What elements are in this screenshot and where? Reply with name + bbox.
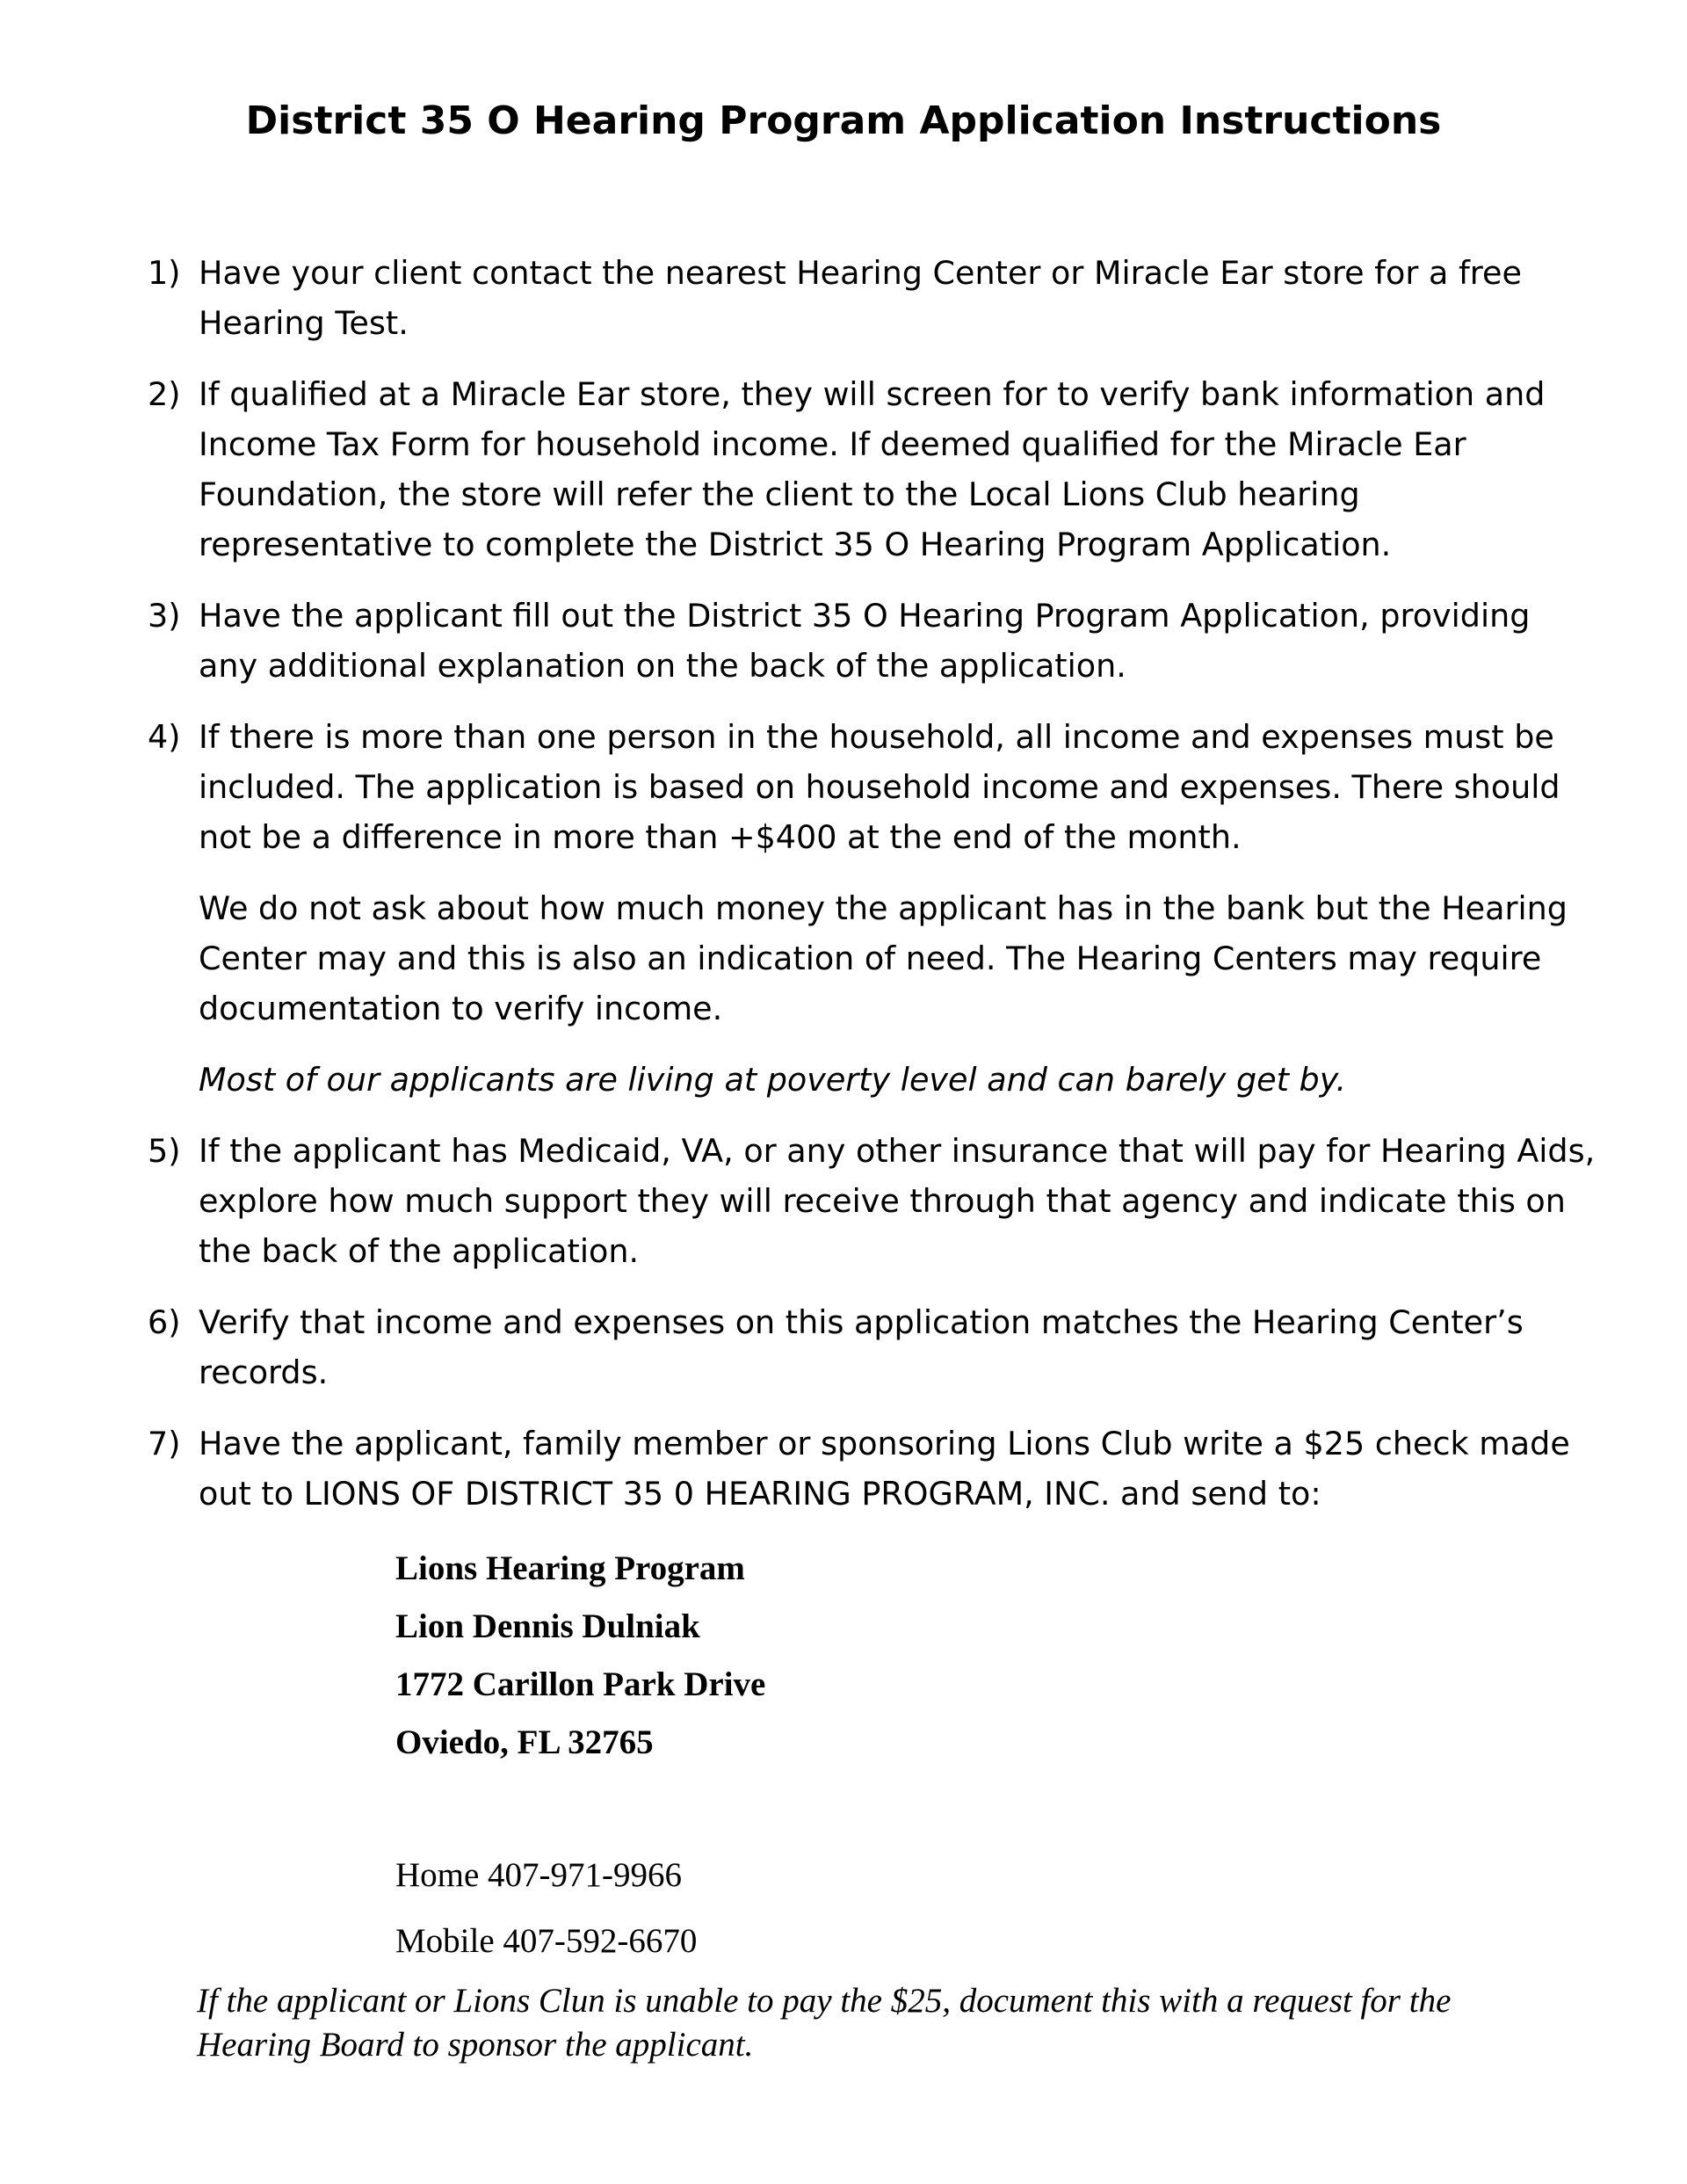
list-item-2 — [148, 369, 1597, 570]
list-item-3 — [148, 591, 1597, 691]
item-number: 3) — [148, 597, 181, 635]
address-line-2: Lion Dennis Dulniak — [395, 1607, 700, 1645]
item-number: 1) — [148, 254, 181, 292]
item-text: Verify that income and expenses on this application matches the Hearing Center’s records. — [199, 1303, 1524, 1391]
list-item-7 — [148, 1419, 1597, 1519]
address-line-1: Lions Hearing Program — [395, 1549, 745, 1587]
item-number: 6) — [148, 1303, 181, 1341]
item-number: 7) — [148, 1425, 181, 1462]
list-item-5 — [148, 1126, 1597, 1276]
address-line-4: Oviedo, FL 32765 — [395, 1723, 654, 1761]
item-number: 5) — [148, 1132, 181, 1170]
mailing-address — [395, 1540, 765, 1772]
list-item-1 — [148, 248, 1597, 348]
home-phone: Home 407-971-9966 — [395, 1856, 683, 1894]
address-line-3: 1772 Carillon Park Drive — [395, 1665, 766, 1703]
list-item-6 — [148, 1297, 1597, 1397]
instructions-list — [148, 248, 1597, 1540]
item-text: If the applicant has Medicaid, VA, or any other insurance that will pay for Hearing Aids, explore how much support they will receive through that agency and indicate this on the back of the application. — [199, 1132, 1596, 1270]
item-4-note: We do not ask about how much money the applicant has in the bank but the Hearing Center may and this is also an indication of need. The Hearing Centers may require documentation to verify income. — [199, 889, 1568, 1027]
list-item-4 — [148, 712, 1597, 862]
item-text: If qualified at a Miracle Ear store, they will screen for to verify bank information and Income Tax Form for household income. If deemed qualified for the Miracle Ear Foundation, the store will refer the client to the Local Lions Club hearing representative to complete the District 35 O Hearing Program Application. — [199, 375, 1546, 563]
item-4-italic-note: Most of our applicants are living at poverty level and can barely get by. — [199, 1061, 1347, 1099]
item-text: Have the applicant fill out the District 35 O Hearing Program Application, providing any additional explanation on the back of the application. — [199, 597, 1531, 685]
mobile-phone: Mobile 407-592-6670 — [395, 1922, 698, 1960]
footnote: If the applicant or Lions Clun is unable to pay the $25, document this with a request for the Hearing Board to sponsor the applicant. — [197, 1982, 1452, 2064]
item-text: If there is more than one person in the household, all income and expenses must be included. The application is based on household income and expenses. There should not be a difference in more than +$400 at the end of the month. — [199, 718, 1560, 856]
item-text: Have your client contact the nearest Hearing Center or Miracle Ear store for a free Hearing Test. — [199, 254, 1522, 342]
item-number: 2) — [148, 375, 181, 413]
page-title: District 35 O Hearing Program Application Instructions — [245, 98, 1442, 143]
item-number: 4) — [148, 718, 181, 756]
phone-numbers — [395, 1842, 697, 1974]
item-text: Have the applicant, family member or sponsoring Lions Club write a $25 check made out to LIONS OF DISTRICT 35 0 HEARING PROGRAM, INC. and send to: — [199, 1425, 1570, 1513]
